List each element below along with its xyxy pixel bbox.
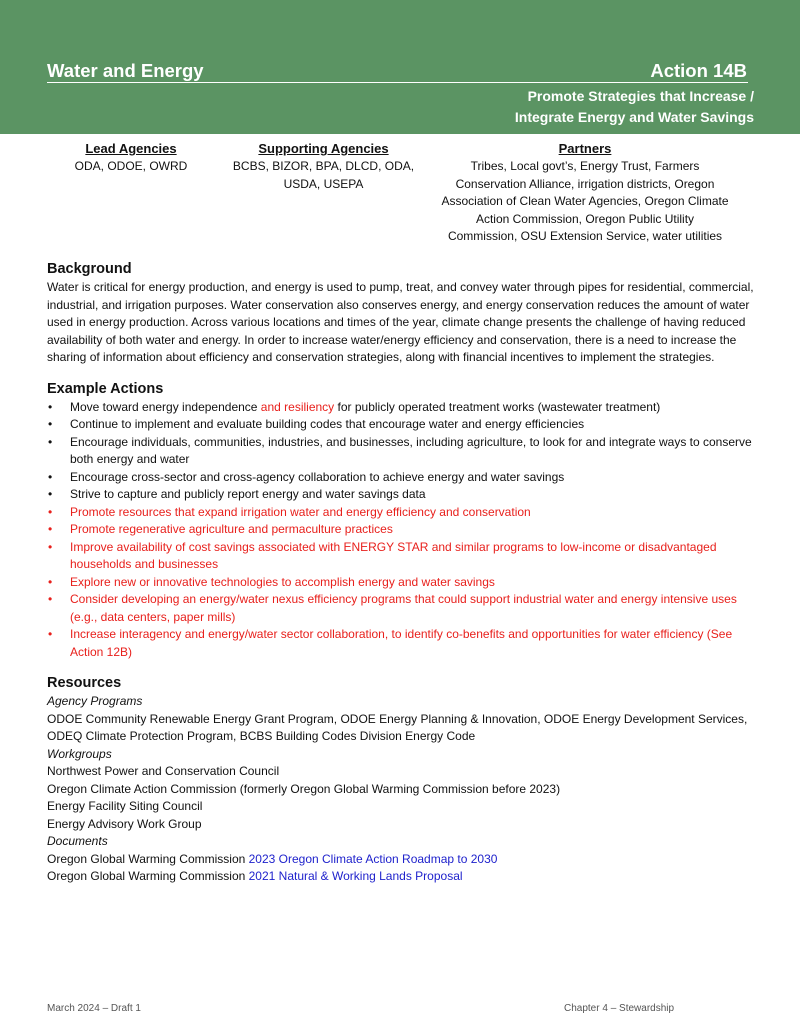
bullet: • — [48, 574, 53, 589]
bullet: • — [48, 522, 53, 536]
title-row — [47, 60, 748, 83]
list-item: • Move toward energy independence and resiliency for publicly operated treatment works (wastewater treatment) — [47, 399, 757, 417]
supporting-agencies-heading: Supporting Agencies — [258, 141, 389, 156]
resources-heading: Resources — [47, 675, 122, 691]
action-number: Action 14B — [650, 60, 747, 81]
bullet: • — [48, 399, 53, 414]
workgroup-item: Energy Advisory Work Group — [47, 816, 202, 831]
bullet: • — [48, 417, 53, 431]
header-banner — [0, 0, 800, 134]
list-item: • Promote regenerative agriculture and permaculture practices — [47, 521, 757, 539]
page-title: Water and Energy — [47, 60, 204, 81]
lead-agencies-text: ODA, ODOE, OWRD — [74, 159, 188, 173]
document-item: Oregon Global Warming Commission 2021 Natural & Working Lands Proposal — [47, 869, 463, 883]
workgroups-label: Workgroups — [47, 746, 112, 761]
list-item: • Consider developing an energy/water nexus efficiency programs that could support industrial water and energy intensive uses (e.g., data centers, paper mills) — [48, 592, 737, 624]
action-subtitle — [354, 86, 754, 128]
workgroup-item: Oregon Climate Action Commission (formerly Oregon Global Warming Commission before 2023) — [47, 781, 561, 796]
workgroup-item: Energy Facility Siting Council — [47, 799, 203, 813]
example-actions-heading: Example Actions — [47, 380, 164, 397]
partners-line: Commission, OSU Extension Service, water utilities — [447, 229, 723, 243]
supporting-agencies-line: USDA, USEPA — [283, 176, 364, 191]
footer-chapter: Chapter 4 – Stewardship — [564, 1003, 675, 1014]
partners-line: Tribes, Local govt’s, Energy Trust, Farmers — [470, 159, 700, 173]
partners-line: Action Commission, Oregon Public Utility — [475, 211, 695, 226]
lead-agencies-heading: Lead Agencies — [85, 141, 177, 156]
supporting-agencies — [226, 140, 421, 193]
partners-heading: Partners — [558, 141, 612, 156]
document-link[interactable]: 2021 Natural & Working Lands Proposal — [248, 869, 463, 883]
subtitle-line-2: Integrate Energy and Water Savings — [514, 109, 754, 125]
list-item: • Improve availability of cost savings associated with ENERGY STAR and similar programs to low-income or disadvantaged households and businesses — [48, 539, 717, 571]
background-heading: Background — [47, 261, 132, 277]
example-actions-list — [47, 399, 757, 662]
bullet: • — [48, 434, 53, 449]
documents-label: Documents — [47, 834, 108, 848]
bullet: • — [48, 487, 53, 501]
lead-agencies — [66, 140, 196, 176]
list-item: • Strive to capture and publicly report energy and water savings data — [47, 486, 757, 504]
list-item: • Increase interagency and energy/water sector collaboration, to identify co-benefits and opportunities for water efficiency (See Action 12B) — [48, 627, 733, 659]
bullet: • — [48, 627, 53, 641]
list-item: • Continue to implement and evaluate building codes that encourage water and energy efficiencies — [47, 416, 757, 434]
agency-programs-label: Agency Programs — [47, 694, 143, 708]
supporting-agencies-line: BCBS, BIZOR, BPA, DLCD, ODA, — [232, 159, 415, 173]
list-item: • Explore new or innovative technologies to accomplish energy and water savings — [47, 574, 757, 592]
list-item: • Encourage individuals, communities, industries, and businesses, including agriculture, to look for and integrate ways to conserve both energy and water — [48, 434, 752, 466]
background-text: Water is critical for energy production, and energy is used to pump, treat, and convey water through pipes for residential, commercial, industrial, and irrigation purposes. Water conservation also conserves energy, and energy conservation reduces the amount of water used in energy production. Across various locations and times of the year, climate change presents the challenge of having reduced availability of both water and energy. In order to increase water/energy efficiency and conservation, there is a need to increase the sharing of information about efficiency and conservation strategies, along with financial incentives to implement the strategies. — [47, 280, 754, 364]
workgroup-item: Northwest Power and Conservation Council — [47, 764, 280, 778]
partners-line: Association of Clean Water Agencies, Oregon Climate — [441, 194, 729, 208]
footer-date: March 2024 – Draft 1 — [47, 1003, 141, 1014]
list-item: • Encourage cross-sector and cross-agency collaboration to achieve energy and water savings — [47, 469, 757, 487]
document-item: Oregon Global Warming Commission 2023 Oregon Climate Action Roadmap to 2030 — [47, 851, 498, 866]
bullet: • — [48, 504, 53, 519]
partners-line: Conservation Alliance, irrigation districts, Oregon — [455, 176, 715, 191]
agency-programs-text: ODOE Community Renewable Energy Grant Program, ODOE Energy Planning & Innovation, ODOE Energy Development Services, ODEQ Climate Protection Program, BCBS Building Codes Division Energy Code — [47, 711, 748, 743]
list-item: • Promote resources that expand irrigation water and energy efficiency and conservation — [47, 504, 757, 522]
main-content — [47, 259, 757, 886]
bullet: • — [48, 539, 53, 554]
partners — [428, 140, 742, 246]
bullet: • — [48, 469, 53, 484]
document-link[interactable]: 2023 Oregon Climate Action Roadmap to 2030 — [248, 851, 498, 866]
bullet: • — [48, 592, 53, 606]
subtitle-line-1: Promote Strategies that Increase / — [527, 88, 754, 104]
